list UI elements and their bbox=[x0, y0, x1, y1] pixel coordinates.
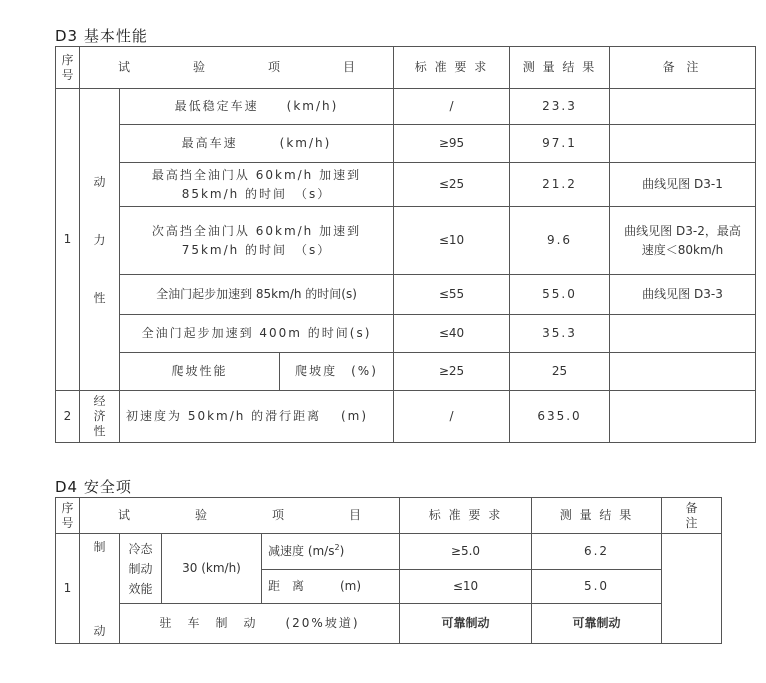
table-row bbox=[56, 604, 722, 644]
d4-speed: 30 (km/h) bbox=[162, 534, 262, 604]
d4-parking-result: 可靠制动 bbox=[532, 604, 662, 644]
d3-climb-result: 25 bbox=[510, 353, 610, 391]
d4-header-item-3: 项 bbox=[271, 508, 284, 522]
d4-parking-item: 驻 车 制 动 (20%坡道) bbox=[120, 604, 400, 644]
d3-row6-item: 全油门起步加速到 400m 的时间(s) bbox=[120, 315, 394, 353]
d3-header-note: 备 注 bbox=[610, 47, 756, 89]
d3-row3-standard: ≤25 bbox=[394, 163, 510, 207]
d3-row5-note: 曲线见图 D3-3 bbox=[610, 275, 756, 315]
d3-climb-note bbox=[610, 353, 756, 391]
d4-header-item-1: 试 bbox=[118, 508, 131, 522]
d3-group2-category bbox=[80, 391, 120, 443]
d4-header-row bbox=[56, 498, 722, 534]
d3-row4-result: 9.6 bbox=[510, 207, 610, 275]
table-row bbox=[56, 207, 756, 275]
d3-row1-item: 最低稳定车速 (km/h) bbox=[120, 89, 394, 125]
d3-header-item-3: 项 bbox=[267, 60, 280, 74]
d3-performance-table-full bbox=[55, 46, 756, 443]
table-row bbox=[56, 275, 756, 315]
table-row bbox=[56, 534, 722, 570]
d3-row2-result: 97.1 bbox=[510, 125, 610, 163]
d3-header-standard: 标 准 要 求 bbox=[394, 47, 510, 89]
table-row bbox=[56, 353, 756, 391]
d4-header-result: 测 量 结 果 bbox=[532, 498, 662, 534]
d3-header-row bbox=[56, 47, 756, 89]
d3-row6-standard: ≤40 bbox=[394, 315, 510, 353]
d3-row5-standard: ≤55 bbox=[394, 275, 510, 315]
d3-row2-item: 最高车速 (km/h) bbox=[120, 125, 394, 163]
d3-row1-result: 23.3 bbox=[510, 89, 610, 125]
d3-climb-sub: 爬坡度 (%) bbox=[280, 353, 394, 391]
d3-group2-item: 初速度为 50km/h 的滑行距离 (m) bbox=[120, 391, 394, 443]
d4-row1-result: 6.2 bbox=[532, 534, 662, 570]
d3-row2-standard: ≥95 bbox=[394, 125, 510, 163]
d4-header-item-4: 目 bbox=[348, 508, 361, 522]
d3-row3-item: 最高挡全油门从 60km/h 加速到 85km/h 的时间 （s） bbox=[120, 163, 394, 207]
d3-header-item bbox=[80, 47, 394, 89]
d4-group1-category bbox=[80, 534, 120, 644]
table-row bbox=[56, 125, 756, 163]
d3-header-result: 测 量 结 果 bbox=[510, 47, 610, 89]
d4-header-item bbox=[80, 498, 400, 534]
d3-group1-seq: 1 bbox=[56, 89, 80, 391]
d3-row3-result: 21.2 bbox=[510, 163, 610, 207]
d3-row6-result: 35.3 bbox=[510, 315, 610, 353]
d4-row1-standard: ≥5.0 bbox=[400, 534, 532, 570]
d3-row1-note bbox=[610, 89, 756, 125]
table-row bbox=[56, 315, 756, 353]
d4-group1-category-top: 制 bbox=[93, 540, 106, 554]
d3-row3-note: 曲线见图 D3-1 bbox=[610, 163, 756, 207]
d3-climb-item: 爬坡性能 bbox=[120, 353, 280, 391]
d3-header-seq: 序号 bbox=[56, 47, 80, 89]
d3-row5-item: 全油门起步加速到 85km/h 的时间(s) bbox=[120, 275, 394, 315]
d3-row4-standard: ≤10 bbox=[394, 207, 510, 275]
d4-row2-standard: ≤10 bbox=[400, 570, 532, 604]
d4-row1-item-text: 减速度 (m/s bbox=[268, 544, 335, 558]
table-row bbox=[56, 89, 756, 125]
d3-group2-note bbox=[610, 391, 756, 443]
d4-header-seq: 序号 bbox=[56, 498, 80, 534]
d3-group1-category bbox=[80, 89, 120, 391]
d3-group2-category-text: 经济性 bbox=[93, 394, 106, 438]
d4-group1-category-bottom: 动 bbox=[93, 624, 106, 638]
d3-group2-seq: 2 bbox=[56, 391, 80, 443]
d4-parking-standard: 可靠制动 bbox=[400, 604, 532, 644]
d4-header-note: 备注 bbox=[662, 498, 722, 534]
d4-header-item-2: 验 bbox=[194, 508, 207, 522]
d3-group1-category-text: 动力性 bbox=[93, 174, 106, 305]
d3-header-item-4: 目 bbox=[342, 60, 355, 74]
d3-row6-note bbox=[610, 315, 756, 353]
d4-row1-unit-close: ) bbox=[339, 544, 345, 558]
d4-group1-seq: 1 bbox=[56, 534, 80, 644]
d3-header-item-1: 试 bbox=[118, 60, 131, 74]
d3-group2-result: 635.0 bbox=[510, 391, 610, 443]
d4-row2-result: 5.0 bbox=[532, 570, 662, 604]
d3-row1-standard: / bbox=[394, 89, 510, 125]
d3-row4-note: 曲线见图 D3-2，最高速度＜80km/h bbox=[610, 207, 756, 275]
d3-section-title: D3 基本性能 bbox=[55, 27, 148, 45]
table-row bbox=[56, 163, 756, 207]
d4-section-title: D4 安全项 bbox=[55, 478, 132, 496]
d3-group2-standard: / bbox=[394, 391, 510, 443]
d4-row1-item bbox=[262, 534, 400, 570]
table-row bbox=[56, 391, 756, 443]
d4-row2-item: 距 离 (m) bbox=[262, 570, 400, 604]
d4-safety-table bbox=[55, 497, 722, 644]
d4-note-cell bbox=[662, 534, 722, 644]
d4-header-standard: 标 准 要 求 bbox=[400, 498, 532, 534]
d4-row1-unit-sup: 2 bbox=[334, 543, 340, 552]
d4-cold-brake: 冷态制动效能 bbox=[120, 534, 162, 604]
d3-row5-result: 55.0 bbox=[510, 275, 610, 315]
d3-row4-item: 次高挡全油门从 60km/h 加速到 75km/h 的时间 （s） bbox=[120, 207, 394, 275]
d3-climb-standard: ≥25 bbox=[394, 353, 510, 391]
d3-header-item-2: 验 bbox=[192, 60, 205, 74]
d3-row2-note bbox=[610, 125, 756, 163]
